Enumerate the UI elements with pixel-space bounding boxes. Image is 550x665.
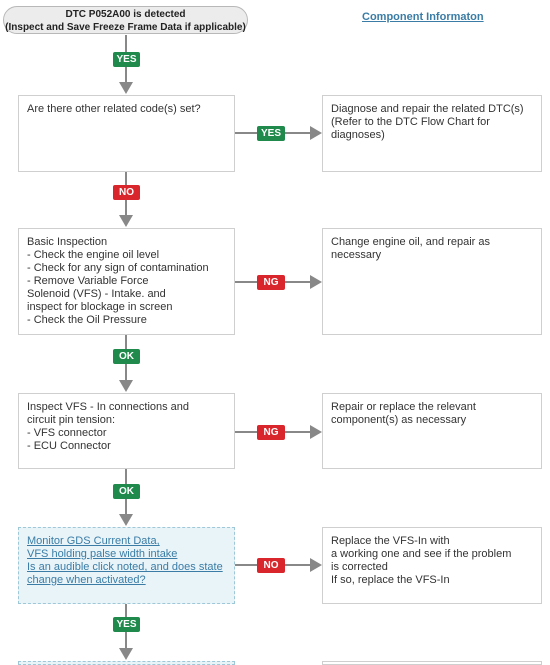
step-line: Basic Inspection: [27, 236, 108, 248]
badge-ok-2: OK: [113, 484, 140, 499]
component-information-link[interactable]: Component Informaton: [362, 11, 484, 23]
result-line: Replace the VFS-In with: [331, 535, 450, 547]
result-replace-vfs: [322, 527, 542, 604]
badge-ng-2: NG: [257, 425, 285, 440]
badge-yes-2: YES: [257, 126, 285, 141]
step-line: circuit pin tension:: [27, 414, 116, 426]
step-link-line[interactable]: Monitor GDS Current Data,: [27, 535, 160, 547]
arrow-down-1: [119, 82, 133, 94]
badge-yes-3: YES: [113, 617, 140, 632]
badge-yes-1: YES: [113, 52, 140, 67]
step-monitor-gds[interactable]: [18, 527, 235, 604]
arrow-down-3: [119, 380, 133, 392]
next-step-partial: [18, 661, 235, 665]
arrow-down-5: [119, 648, 133, 660]
step-line: inspect for blockage in screen: [27, 301, 173, 313]
start-node: [3, 6, 248, 34]
result-repair-component: [322, 393, 542, 469]
step-related-codes: [18, 95, 235, 172]
start-line-2: (Inspect and Save Freeze Frame Data if applicable): [5, 22, 246, 33]
step-line: - Check the engine oil level: [27, 249, 160, 261]
badge-no-2: NO: [257, 558, 285, 573]
badge-no-1: NO: [113, 185, 140, 200]
result-related-dtc: [322, 95, 542, 172]
result-line: necessary: [331, 249, 382, 261]
step-inspect-vfs: [18, 393, 235, 469]
result-line: Diagnose and repair the related DTC(s): [331, 103, 524, 115]
step-link-line[interactable]: Is an audible click noted, and does state: [27, 561, 223, 573]
step-line: - VFS connector: [27, 427, 107, 439]
arrow-down-2: [119, 215, 133, 227]
step-line: - Check for any sign of contamination: [27, 262, 209, 274]
result-line: a working one and see if the problem: [331, 548, 512, 560]
step-line: Solenoid (VFS) - Intake. and: [27, 288, 166, 300]
arrow-right-3: [310, 425, 322, 439]
result-line: is corrected: [331, 561, 388, 573]
start-line-1: DTC P052A00 is detected: [65, 9, 186, 20]
result-line: Change engine oil, and repair as: [331, 236, 491, 248]
result-line: diagnoses): [331, 129, 385, 141]
arrow-right-4: [310, 558, 322, 572]
step-line: Inspect VFS - In connections and: [27, 401, 190, 413]
result-change-oil: [322, 228, 542, 335]
result-line: component(s) as necessary: [331, 414, 467, 426]
arrow-right-2: [310, 275, 322, 289]
step-line: - Remove Variable Force: [27, 275, 149, 287]
step-link-line[interactable]: VFS holding palse width intake: [27, 548, 178, 560]
step-line: Are there other related code(s) set?: [27, 103, 201, 115]
badge-ok-1: OK: [113, 349, 140, 364]
result-line: (Refer to the DTC Flow Chart for: [331, 116, 490, 128]
arrow-right-1: [310, 126, 322, 140]
badge-ng-1: NG: [257, 275, 285, 290]
result-line: Repair or replace the relevant: [331, 401, 476, 413]
step-basic-inspection: [18, 228, 235, 335]
next-result-partial: [322, 661, 542, 665]
step-link-line[interactable]: change when activated?: [27, 574, 146, 586]
arrow-down-4: [119, 514, 133, 526]
step-line: - ECU Connector: [27, 440, 111, 452]
step-line: - Check the Oil Pressure: [27, 314, 147, 326]
result-line: If so, replace the VFS-In: [331, 574, 450, 586]
